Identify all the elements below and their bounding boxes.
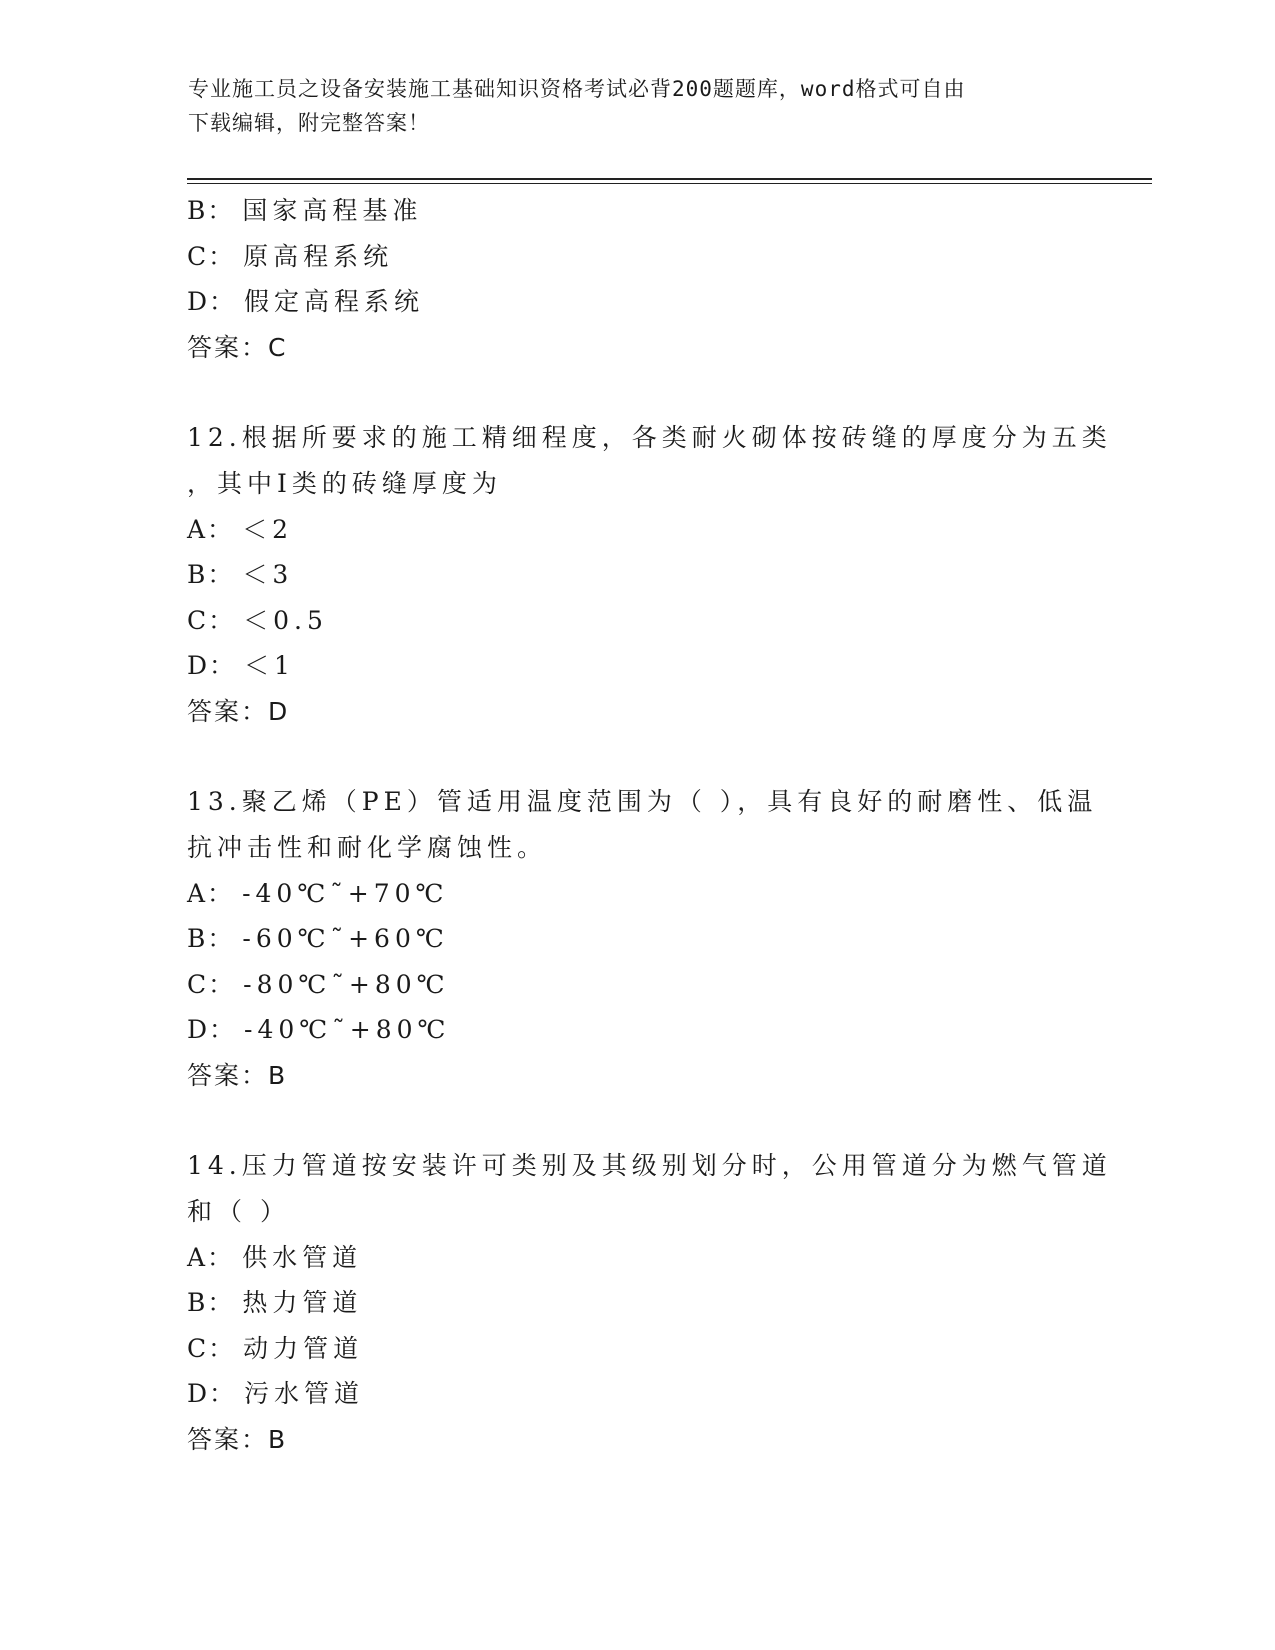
header-rule-thick bbox=[187, 178, 1152, 180]
answer-line: 答案：B bbox=[187, 1424, 288, 1454]
option-a bbox=[187, 871, 1087, 917]
option-letter: A： bbox=[187, 1242, 235, 1272]
option-letter: C： bbox=[187, 605, 236, 635]
option-letter: B： bbox=[187, 560, 235, 589]
option-text: ＜2 bbox=[242, 514, 293, 544]
answer-line: 答案：D bbox=[187, 696, 290, 726]
document-header bbox=[188, 72, 1088, 140]
option-letter: D： bbox=[187, 651, 237, 680]
question-list bbox=[187, 188, 1112, 1463]
option-b bbox=[187, 552, 1087, 598]
question-text-line: 12.根据所要求的施工精细程度，各类耐火砌体按砖缝的厚度分为五类 bbox=[187, 422, 1112, 452]
option-text: ＜3 bbox=[242, 560, 294, 589]
option-a bbox=[187, 507, 1087, 553]
option-letter: D： bbox=[187, 287, 237, 316]
option-c bbox=[187, 234, 1087, 280]
option-c bbox=[187, 962, 1087, 1008]
option-letter: C： bbox=[187, 969, 236, 999]
option-text: 污水管道 bbox=[244, 1379, 365, 1408]
option-text: -60℃˜+60℃ bbox=[242, 924, 449, 953]
option-text: 热力管道 bbox=[242, 1288, 363, 1317]
option-text: 供水管道 bbox=[242, 1242, 363, 1272]
option-d bbox=[187, 643, 1087, 689]
option-b bbox=[187, 1280, 1087, 1326]
option-a bbox=[187, 1235, 1087, 1281]
header-line-1: 专业施工员之设备安装施工基础知识资格考试必背200题题库，word格式可自由 bbox=[188, 77, 966, 101]
option-text: ＜0.5 bbox=[243, 605, 328, 635]
option-letter: D： bbox=[187, 1379, 237, 1408]
option-letter: B： bbox=[187, 1288, 235, 1317]
question-text-line: 和（ ） bbox=[187, 1196, 290, 1226]
question-text-line: 抗冲击性和耐化学腐蚀性。 bbox=[187, 832, 548, 862]
option-letter: B： bbox=[187, 924, 235, 953]
header-line-2: 下载编辑，附完整答案！ bbox=[188, 111, 430, 135]
option-text: -40℃˜+70℃ bbox=[242, 878, 449, 908]
question-12 bbox=[187, 415, 1112, 735]
option-text: -80℃˜+80℃ bbox=[243, 969, 450, 999]
option-text: -40℃˜+80℃ bbox=[244, 1015, 451, 1044]
option-c bbox=[187, 1326, 1087, 1372]
option-letter: D： bbox=[187, 1015, 237, 1044]
option-text: 原高程系统 bbox=[243, 241, 394, 271]
option-letter: A： bbox=[187, 878, 235, 908]
option-c bbox=[187, 598, 1087, 644]
option-text: 动力管道 bbox=[243, 1333, 364, 1363]
option-letter: C： bbox=[187, 241, 236, 271]
question-text-line: 13.聚乙烯（PE）管适用温度范围为（ ），具有良好的耐磨性、低温 bbox=[187, 786, 1098, 816]
option-text: ＜1 bbox=[244, 651, 295, 680]
option-b bbox=[187, 916, 1087, 962]
question-text-line: ，其中Ⅰ类的砖缝厚度为 bbox=[187, 468, 502, 498]
option-text: 假定高程系统 bbox=[244, 287, 425, 316]
option-b bbox=[187, 188, 1087, 234]
option-letter: B： bbox=[187, 196, 235, 225]
option-d bbox=[187, 279, 1087, 325]
option-letter: A： bbox=[187, 514, 235, 544]
option-text: 国家高程基准 bbox=[242, 196, 423, 225]
question-14 bbox=[187, 1143, 1112, 1463]
answer-line: 答案：C bbox=[187, 332, 288, 362]
option-d bbox=[187, 1371, 1087, 1417]
answer-line: 答案：B bbox=[187, 1060, 288, 1090]
question-13 bbox=[187, 779, 1098, 1099]
header-rule-thin bbox=[187, 183, 1152, 184]
option-d bbox=[187, 1007, 1087, 1053]
option-letter: C： bbox=[187, 1333, 236, 1363]
question-text-line: 14.压力管道按安装许可类别及其级别划分时，公用管道分为燃气管道 bbox=[187, 1150, 1112, 1180]
prev-question-tail bbox=[187, 188, 1087, 371]
